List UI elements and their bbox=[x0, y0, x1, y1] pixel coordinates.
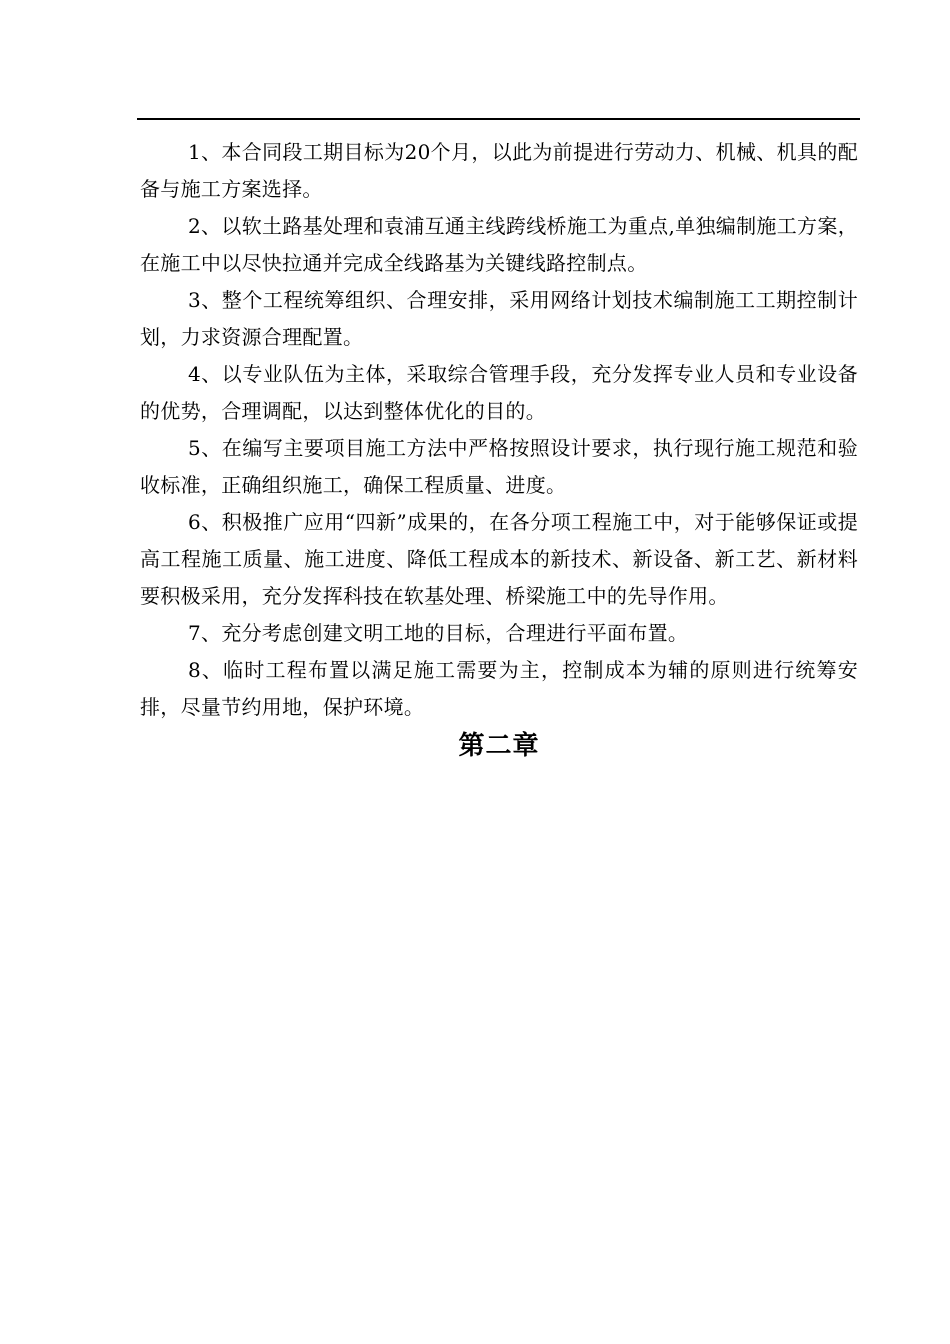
paragraph-3: 3、整个工程统筹组织、合理安排，采用网络计划技术编制施工工期控制计划，力求资源合理配置。 bbox=[140, 288, 858, 349]
paragraph-6: 6、积极推广应用“四新”成果的，在各分项工程施工中，对于能够保证或提高工程施工质量、施工进度、降低工程成本的新技术、新设备、新工艺、新材料要积极采用，充分发挥科技在软基处理、桥梁施工中的先导作用。 bbox=[140, 510, 858, 608]
paragraph-5: 5、在编写主要项目施工方法中严格按照设计要求，执行现行施工规范和验收标准，正确组织施工，确保工程质量、进度。 bbox=[140, 436, 858, 497]
paragraph-7: 7、充分考虑创建文明工地的目标，合理进行平面布置。 bbox=[188, 621, 689, 645]
document-body bbox=[140, 134, 858, 766]
paragraph-8: 8、临时工程布置以满足施工需要为主，控制成本为辅的原则进行统筹安排，尽量节约用地，保护环境。 bbox=[140, 658, 858, 719]
chapter-heading: 第二章 bbox=[458, 731, 540, 761]
header-rule bbox=[137, 118, 860, 120]
paragraph-1: 1、本合同段工期目标为20个月，以此为前提进行劳动力、机械、机具的配备与施工方案选择。 bbox=[140, 140, 858, 201]
paragraph-2: 2、以软土路基处理和袁浦互通主线跨线桥施工为重点,单独编制施工方案，在施工中以尽快拉通并完成全线路基为关键线路控制点。 bbox=[140, 214, 858, 275]
paragraph-4: 4、以专业队伍为主体，采取综合管理手段，充分发挥专业人员和专业设备的优势，合理调配，以达到整体优化的目的。 bbox=[140, 362, 858, 423]
